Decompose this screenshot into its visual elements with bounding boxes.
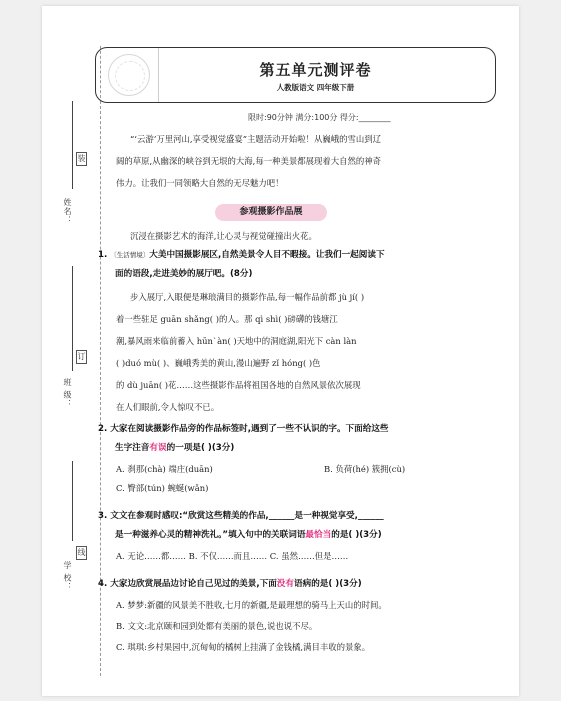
seal-mark-top: 装 (76, 152, 87, 166)
q3-line-1 (98, 508, 384, 525)
q2-number: 2. (98, 424, 108, 434)
q3-number: 3. (98, 511, 108, 521)
q2-line-2 (115, 440, 234, 457)
exam-page (42, 6, 519, 696)
q2-text-2b: 的一项是( )(3分) (166, 443, 235, 453)
q3-text-2a: 是一种滋养心灵的精神洗礼。”填入句中的关联词语 (115, 530, 306, 540)
q4-line-1 (98, 576, 362, 593)
intro-line-3: 伟力。让我们一同领略大自然的无尽魅力吧！ (116, 178, 284, 188)
intro-line-1: “‘云游’万里河山,享受视觉盛宴”主题活动开始啦！从巍峨的雪山到辽 (130, 134, 382, 144)
q1-passage-3: 潮,暴风雨来临前蓄入 hūn`àn( )天地中的洞庭湖,阳光下 càn làn (116, 336, 357, 346)
section-heading: 参观摄影作品展 (215, 204, 327, 221)
class-label: 班 级： (63, 378, 72, 409)
q4-text-1b: 语病的是( )(3分) (294, 579, 362, 589)
page-title: 第五单元测评卷 (259, 61, 372, 79)
q4-option-a: A. 梦梦:新疆的风景美不胜收,七月的新疆,是最理想的骑马上天山的时间。 (116, 600, 387, 610)
q3-line-2 (115, 527, 382, 544)
q2-option-a: A. 刹那(chà) 端庄(duān) (116, 464, 213, 474)
q4-number: 4. (98, 579, 108, 589)
q1-passage-4: ( )duó mù( )、巍峨秀美的黄山,漫山遍野 zǐ hóng( )色 (116, 358, 321, 368)
q2-emphasis: 有误 (149, 443, 167, 453)
name-blank-line (72, 101, 73, 189)
section-lead: 沉浸在摄影艺术的海洋,让心灵与视觉碰撞出火花。 (130, 231, 317, 241)
q3-emphasis: 最恰当 (305, 530, 332, 540)
q3-text-1: 文文在参观时感叹:“欣赏这些精美的作品,______是一种视觉享受,______ (110, 511, 384, 521)
q1-number: 1. (98, 250, 108, 260)
q1-tag: 〔生活情境〕 (110, 251, 150, 259)
q4-option-c: C. 琪琪:乡村果园中,沉甸甸的橘树上挂满了金钱橘,满目丰收的景象。 (116, 642, 371, 652)
q4-emphasis: 没有 (276, 579, 294, 589)
q2-text-2a: 生字注音 (115, 443, 150, 453)
title-box (95, 47, 496, 103)
q1-line-1 (98, 247, 385, 264)
q4-text-1a: 大家边欣赏展品边讨论自己见过的美景,下面 (110, 579, 277, 589)
q2-option-b: B. 负荷(hé) 簇拥(cù) (324, 464, 406, 474)
name-label: 姓名： (63, 198, 72, 225)
q1-line-2: 面的语段,走进美妙的展厅吧。(8分) (115, 269, 253, 279)
q1-text-1: 大美中国摄影展区,自然美景令人目不暇接。让我们一起阅读下 (149, 250, 385, 260)
q1-passage-1: 步入展厅,入眼便是琳琅满目的摄影作品,每一幅作品前都 jù jí( ) (130, 292, 365, 302)
q3-options: A. 无论……都…… B. 不仅……而且…… C. 虽然……但是…… (116, 551, 349, 561)
q3-text-2b: 的是( )(3分) (331, 530, 382, 540)
school-blank-line (72, 461, 73, 541)
q2-option-c: C. 臀部(tún) 蜿蜒(wǎn) (116, 483, 209, 493)
exam-meta: 限时:90分钟 满分:100分 得分:________ (248, 113, 391, 122)
q1-passage-6: 在人们眼前,令人惊叹不已。 (116, 402, 220, 412)
seal-mark-bottom: 线 (76, 546, 87, 560)
school-label: 学 校： (63, 561, 72, 592)
q2-text-1: 大家在阅读摄影作品旁的作品标签时,遇到了一些不认识的字。下面给这些 (110, 424, 389, 434)
q1-passage-2: 着一些驻足 guān shǎng( )的人。那 qì shì( )磅礴的钱塘江 (116, 314, 338, 324)
q2-line-1 (98, 421, 389, 438)
class-blank-line (72, 266, 73, 371)
q1-passage-5: 的 dù juān( )花……这些摄影作品将祖国各地的自然风景依次展现 (116, 380, 361, 390)
page-subtitle: 人教版语文 四年级下册 (276, 83, 355, 92)
q4-option-b: B. 文文:北京颐和园到处都有美丽的景色,说也说不尽。 (116, 621, 318, 631)
intro-line-2: 阔的草原,从幽深的峡谷到无垠的大海,每一种美景都展现着大自然的神奇 (116, 156, 381, 166)
seal-mark-middle: 订 (76, 350, 87, 364)
